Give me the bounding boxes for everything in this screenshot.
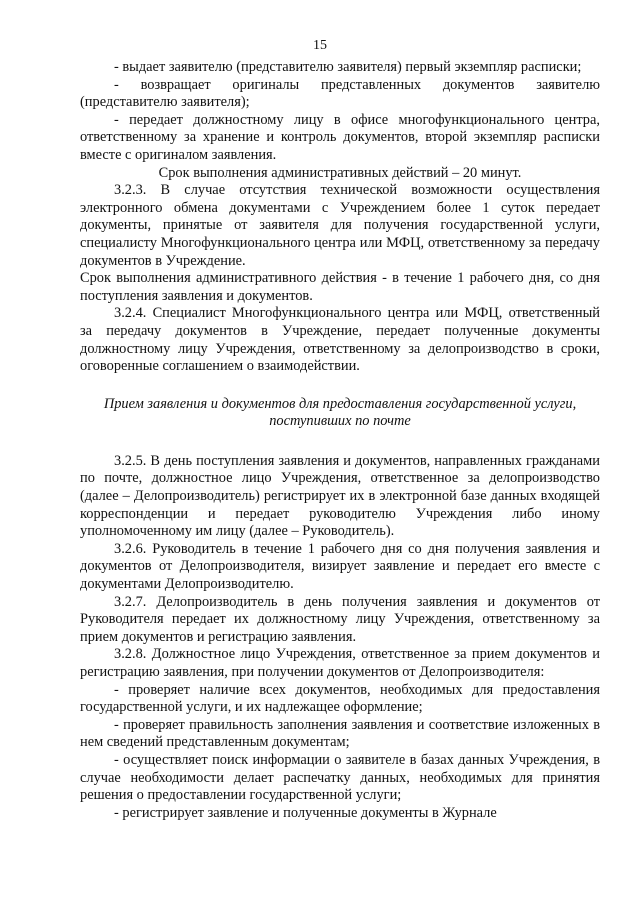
paragraph-list-item: - осуществляет поиск информации о заявителе в базах данных Учреждения, в случае необходимости делает распечатку данных, необходимых для принятия решения о предоставлении государственной услуги; <box>80 751 600 804</box>
paragraph-list-item: - проверяет правильность заполнения заявления и соответствие изложенных в нем сведений представленным документам; <box>80 716 600 751</box>
paragraph-clause: 3.2.7. Делопроизводитель в день получения заявления и документов от Руководителя передает их должностному лицу Учреждения, ответственному за прием документов и регистрацию заявления. <box>80 593 600 645</box>
section-heading: Прием заявления и документов для предоставления государственной услуги, поступивших по почте <box>103 395 577 430</box>
paragraph-clause: 3.2.4. Специалист Многофункционального центра или МФЦ, ответственный за передачу документов в Учреждение, передает полученные документы должностному лицу Учреждения, ответственному за делопроизводство в сроки, оговоренные соглашением о взаимодействии. <box>80 305 600 375</box>
paragraph-list-item: - возвращает оригиналы представленных документов заявителю (представителю заявителя); <box>80 76 600 111</box>
paragraph-list-item: - передает должностному лицу в офисе многофункционального центра, ответственному за хранение и контроль документов, второй экземпляр расписки вместе с оригиналом заявления. <box>80 111 600 163</box>
document-body <box>80 59 600 822</box>
paragraph-deadline: Срок выполнения административных действий – 20 минут. <box>158 164 522 181</box>
paragraph-deadline: Срок выполнения административного действия - в течение 1 рабочего дня, со дня поступления заявления и документов. <box>80 270 600 304</box>
paragraph-clause: 3.2.5. В день поступления заявления и документов, направленных гражданами по почте, должностное лицо Учреждения, ответственное за делопроизводство (далее – Делопроизводитель) регистрирует их в электронной базе данных входящей корреспонденции и передает руководителю Учреждения либо иному уполномоченному им лицу (далее – Руководитель). <box>80 452 600 540</box>
page-number: 15 <box>313 38 327 53</box>
paragraph-list-item: - выдает заявителю (представителю заявителя) первый экземпляр расписки; <box>114 59 582 75</box>
paragraph-list-item: - проверяет наличие всех документов, необходимых для предоставления государственной услуги, и их надлежащее оформление; <box>80 681 600 716</box>
paragraph-clause: 3.2.3. В случае отсутствия технической возможности осуществления электронного обмена документами с Учреждением более 1 суток передает документы, принятые от заявителя для получения государственной услуги, специалисту Многофункционального центра или МФЦ, ответственному за передачу документов в Учреждение. <box>80 182 600 269</box>
paragraph-list-item: - регистрирует заявление и полученные документы в Журнале <box>114 804 497 821</box>
paragraph-clause: 3.2.6. Руководитель в течение 1 рабочего дня со дня получения заявления и документов от Делопроизводителя, визирует заявление и передает его вместе с документами Делопроизводителю. <box>80 540 600 593</box>
paragraph-clause: 3.2.8. Должностное лицо Учреждения, ответственное за прием документов и регистрацию заявления, при получении документов от Делопроизводителя: <box>80 646 600 680</box>
